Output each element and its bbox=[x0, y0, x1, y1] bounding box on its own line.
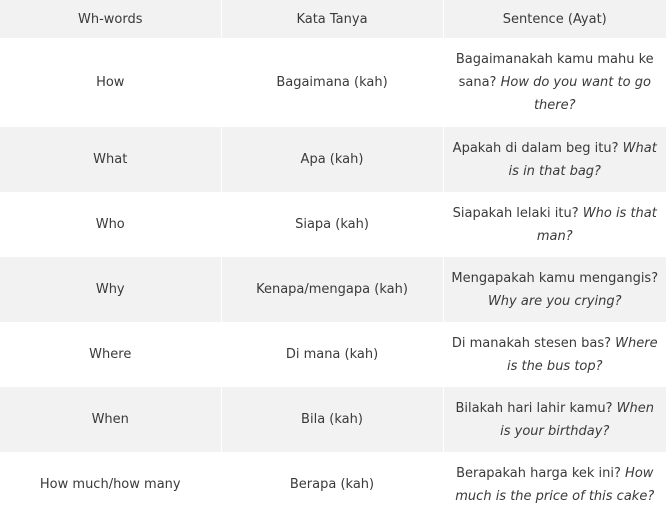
kata-tanya-cell: Berapa (kah) bbox=[221, 452, 443, 517]
english-sentence: What is in that bag? bbox=[508, 140, 657, 179]
english-sentence: When is your birthday? bbox=[500, 400, 654, 439]
wh-word-cell: What bbox=[0, 127, 221, 192]
header-wh-words: Wh-words bbox=[0, 0, 221, 38]
kata-tanya-cell: Apa (kah) bbox=[221, 127, 443, 192]
english-sentence: Why are you crying? bbox=[487, 293, 622, 309]
kata-tanya-cell: Kenapa/mengapa (kah) bbox=[221, 257, 443, 322]
sentence-cell bbox=[443, 322, 666, 387]
header-kata-tanya: Kata Tanya bbox=[221, 0, 443, 38]
english-sentence: How do you want to go there? bbox=[500, 75, 651, 113]
kata-tanya-cell: Siapa (kah) bbox=[221, 192, 443, 257]
malay-sentence: Apakah di dalam beg itu? bbox=[452, 140, 619, 156]
table-header-row bbox=[0, 0, 666, 38]
wh-word-cell: How bbox=[0, 38, 221, 127]
table-row bbox=[0, 452, 666, 517]
sentence-cell bbox=[443, 192, 666, 257]
english-sentence: How much is the price of this cake? bbox=[455, 465, 655, 504]
wh-word-cell: Where bbox=[0, 322, 221, 387]
table-row bbox=[0, 387, 666, 452]
english-sentence: Who is that man? bbox=[536, 205, 657, 244]
table-row bbox=[0, 127, 666, 192]
malay-sentence: Bagaimanakah kamu mahu ke sana? bbox=[455, 52, 654, 90]
sentence-cell bbox=[443, 452, 666, 517]
english-sentence: Where is the bus top? bbox=[506, 335, 658, 374]
malay-sentence: Mengapakah kamu mengangis? bbox=[451, 270, 659, 286]
sentence-cell bbox=[443, 387, 666, 452]
wh-word-cell: How much/how many bbox=[0, 452, 221, 517]
sentence-cell bbox=[443, 127, 666, 192]
wh-word-cell: Why bbox=[0, 257, 221, 322]
wh-word-cell: When bbox=[0, 387, 221, 452]
kata-tanya-cell: Bila (kah) bbox=[221, 387, 443, 452]
table-row bbox=[0, 322, 666, 387]
kata-tanya-cell: Bagaimana (kah) bbox=[221, 38, 443, 127]
malay-sentence: Siapakah lelaki itu? bbox=[452, 205, 579, 221]
malay-sentence: Berapakah harga kek ini? bbox=[456, 465, 621, 481]
table-row bbox=[0, 38, 666, 127]
malay-sentence: Bilakah hari lahir kamu? bbox=[455, 400, 613, 416]
sentence-cell bbox=[443, 38, 666, 127]
sentence-cell bbox=[443, 257, 666, 322]
table-row bbox=[0, 257, 666, 322]
header-sentence: Sentence (Ayat) bbox=[443, 0, 666, 38]
kata-tanya-cell: Di mana (kah) bbox=[221, 322, 443, 387]
table-row bbox=[0, 192, 666, 257]
wh-word-cell: Who bbox=[0, 192, 221, 257]
malay-sentence: Di manakah stesen bas? bbox=[451, 335, 612, 351]
